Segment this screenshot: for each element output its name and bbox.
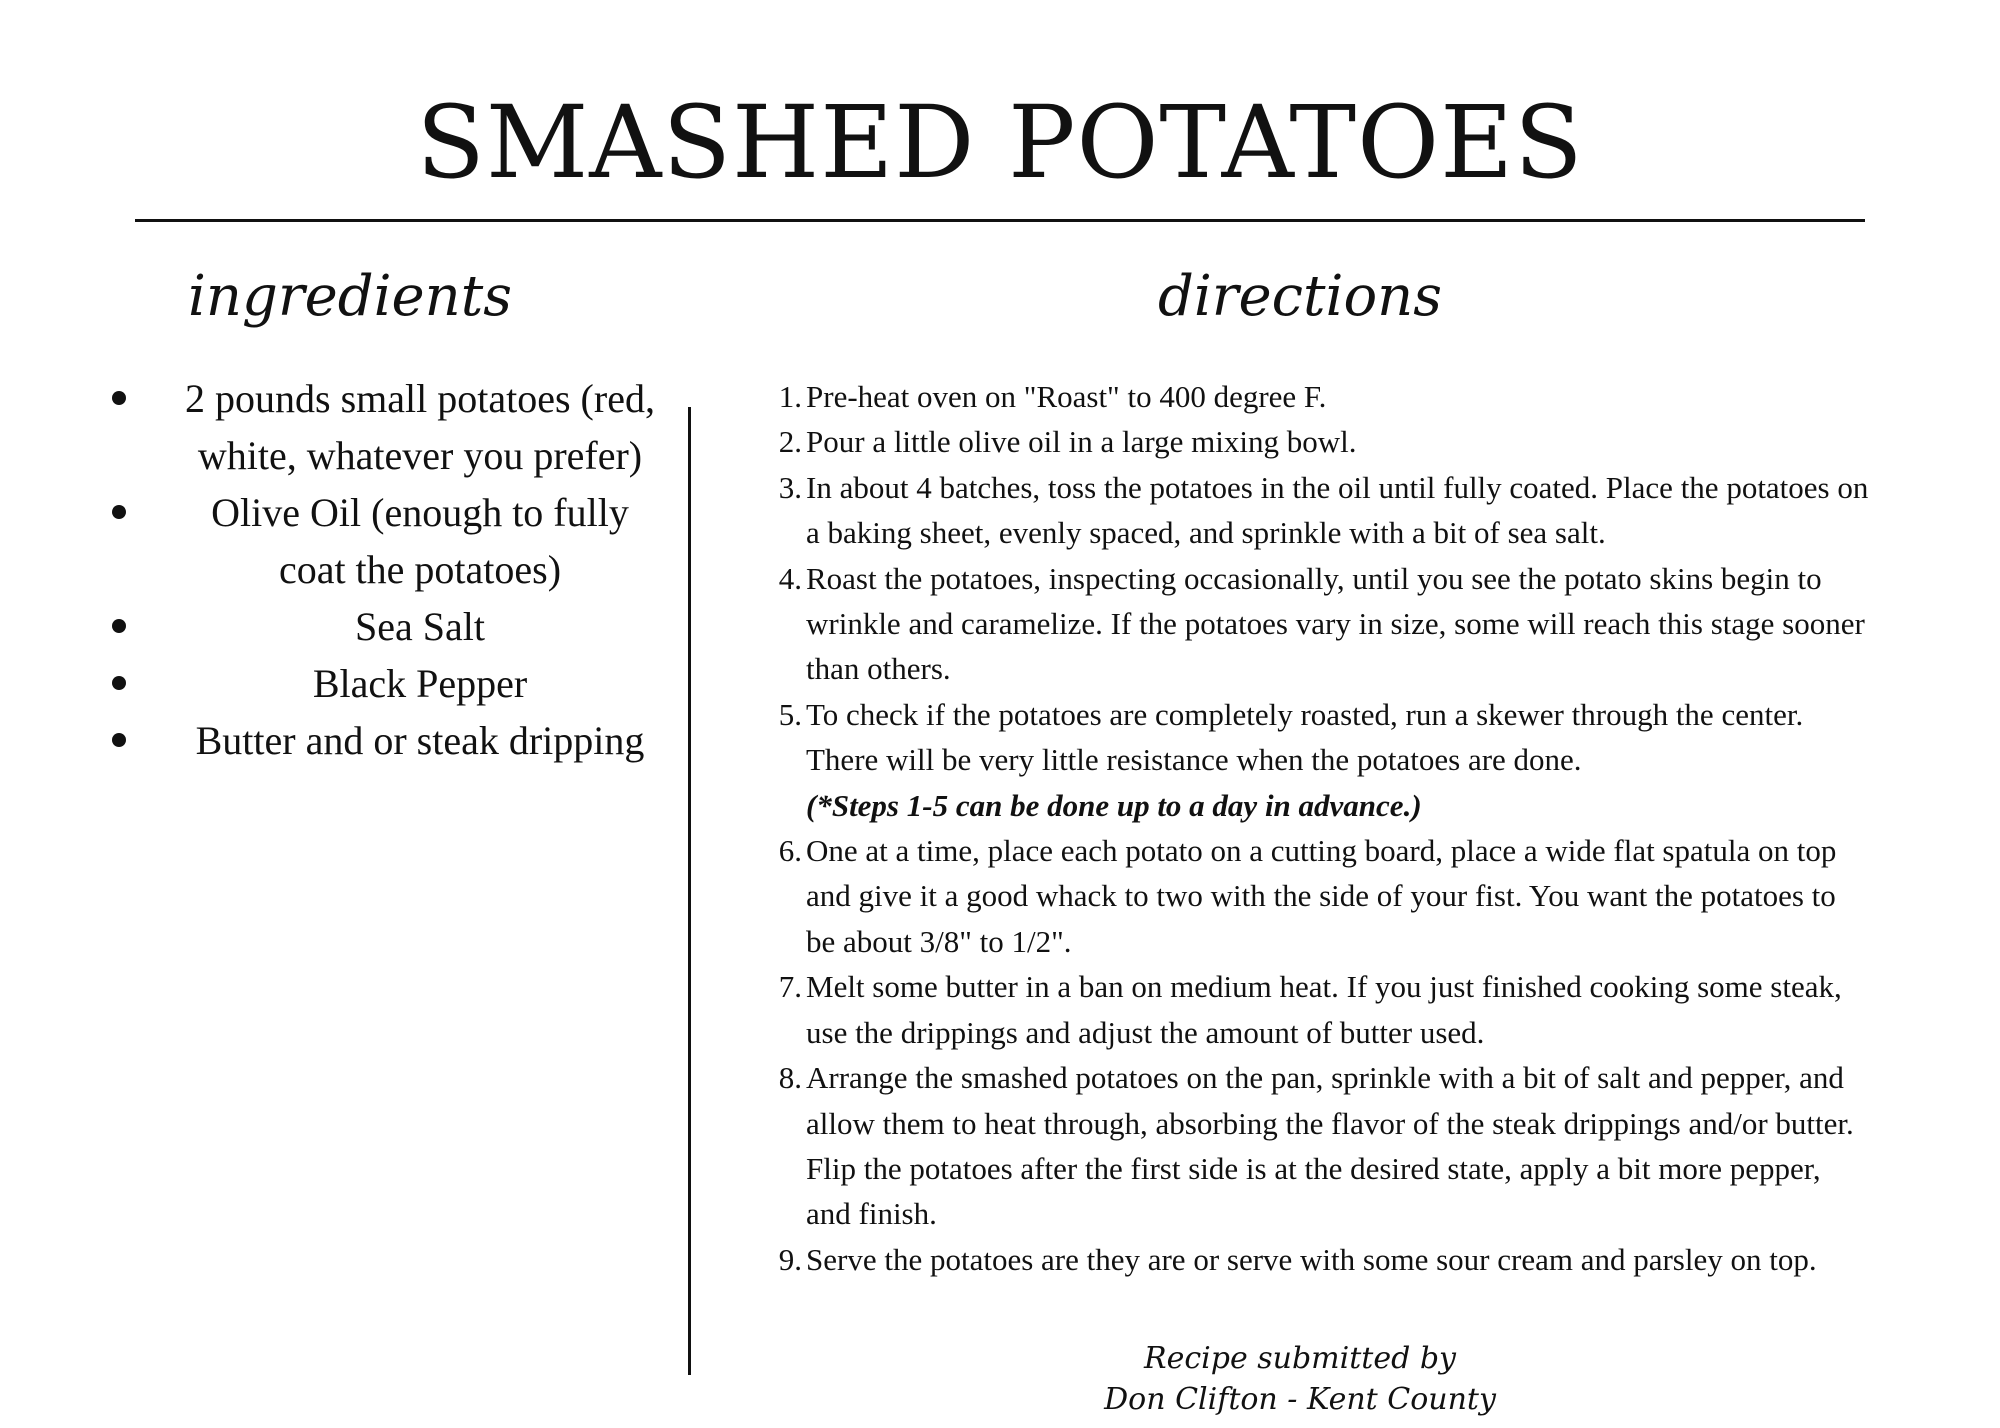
- step-number: 6.: [778, 833, 802, 869]
- ingredient-text: Olive Oil (enough to fully coat the potatoes): [211, 490, 629, 592]
- ingredient-text: Butter and or steak dripping: [195, 718, 645, 763]
- step-text: Pre-heat oven on "Roast" to 400 degree F.: [806, 379, 1327, 414]
- page-title: SMASHED POTATOES: [416, 84, 1584, 201]
- ingredient-item: [100, 484, 660, 598]
- step-number: 1.: [778, 379, 802, 414]
- credit-line-2: Don Clifton - Kent County: [1104, 1382, 1496, 1417]
- bullet-icon: [112, 733, 126, 747]
- direction-step: [770, 556, 1870, 692]
- step-text: Serve the potatoes are they are or serve with some sour cream and parsley on top.: [806, 1241, 1817, 1277]
- direction-step: [770, 374, 1870, 419]
- step-text: To check if the potatoes are completely roasted, run a skewer through the center. There will be very little resistance when the potatoes are done.: [806, 696, 1804, 778]
- ingredients-list: [100, 370, 660, 769]
- direction-step: [770, 1237, 1870, 1282]
- column-divider: [688, 407, 691, 1375]
- step-number: 9.: [778, 1241, 802, 1277]
- step-text: Arrange the smashed potatoes on the pan, sprinkle with a bit of salt and pepper, and allow them to heat through, absorbing the flavor of the steak drippings and/or butter. Flip the potatoes after the first side is at the desired state, apply a bit more pepper, and finish.: [806, 1060, 1854, 1232]
- step-number: 4.: [778, 560, 802, 596]
- direction-step: [770, 465, 1870, 556]
- ingredients-heading: ingredients: [188, 264, 512, 329]
- direction-step: [770, 1055, 1870, 1237]
- bullet-icon: [112, 619, 126, 633]
- title-underline: [135, 219, 1865, 222]
- direction-step: [770, 828, 1870, 964]
- ingredient-item: [100, 655, 660, 712]
- step-number: 2.: [778, 424, 802, 460]
- step-number: 7.: [778, 969, 802, 1005]
- credit-line-1: Recipe submitted by: [1144, 1341, 1456, 1376]
- directions-heading: directions: [1158, 264, 1442, 329]
- directions-list: [770, 374, 1870, 1282]
- direction-step: [770, 692, 1870, 828]
- step-text: In about 4 batches, toss the potatoes in the oil until fully coated. Place the potatoes on a baking sheet, evenly spaced, and sprinkle with a bit of sea salt.: [806, 469, 1869, 551]
- direction-step: [770, 419, 1870, 464]
- step-text: Melt some butter in a ban on medium heat. If you just finished cooking some steak, use the drippings and adjust the amount of butter used.: [806, 969, 1842, 1050]
- ingredient-item: [100, 712, 660, 769]
- bullet-icon: [112, 391, 126, 405]
- recipe-credit: [1050, 1338, 1550, 1420]
- step-number: 3.: [778, 469, 802, 505]
- ingredient-text: Black Pepper: [312, 661, 528, 706]
- ingredient-item: [100, 598, 660, 655]
- step-number: 8.: [778, 1060, 802, 1096]
- step-text: Pour a little olive oil in a large mixing bowl.: [806, 424, 1357, 460]
- advance-note: (*Steps 1-5 can be done up to a day in advance.): [806, 787, 1422, 823]
- bullet-icon: [112, 676, 126, 690]
- bullet-icon: [112, 505, 126, 519]
- ingredient-text: 2 pounds small potatoes (red, white, whatever you prefer): [185, 376, 655, 478]
- ingredient-text: Sea Salt: [355, 604, 485, 649]
- direction-step: [770, 964, 1870, 1055]
- ingredient-item: [100, 370, 660, 484]
- step-text: Roast the potatoes, inspecting occasionally, until you see the potato skins begin to wrinkle and caramelize. If the potatoes vary in size, some will reach this stage sooner than others.: [806, 560, 1865, 687]
- step-text: One at a time, place each potato on a cutting board, place a wide flat spatula on top and give it a good whack to two with the side of your fist. You want the potatoes to be about 3/8" to 1/2".: [806, 833, 1837, 959]
- step-number: 5.: [778, 696, 802, 732]
